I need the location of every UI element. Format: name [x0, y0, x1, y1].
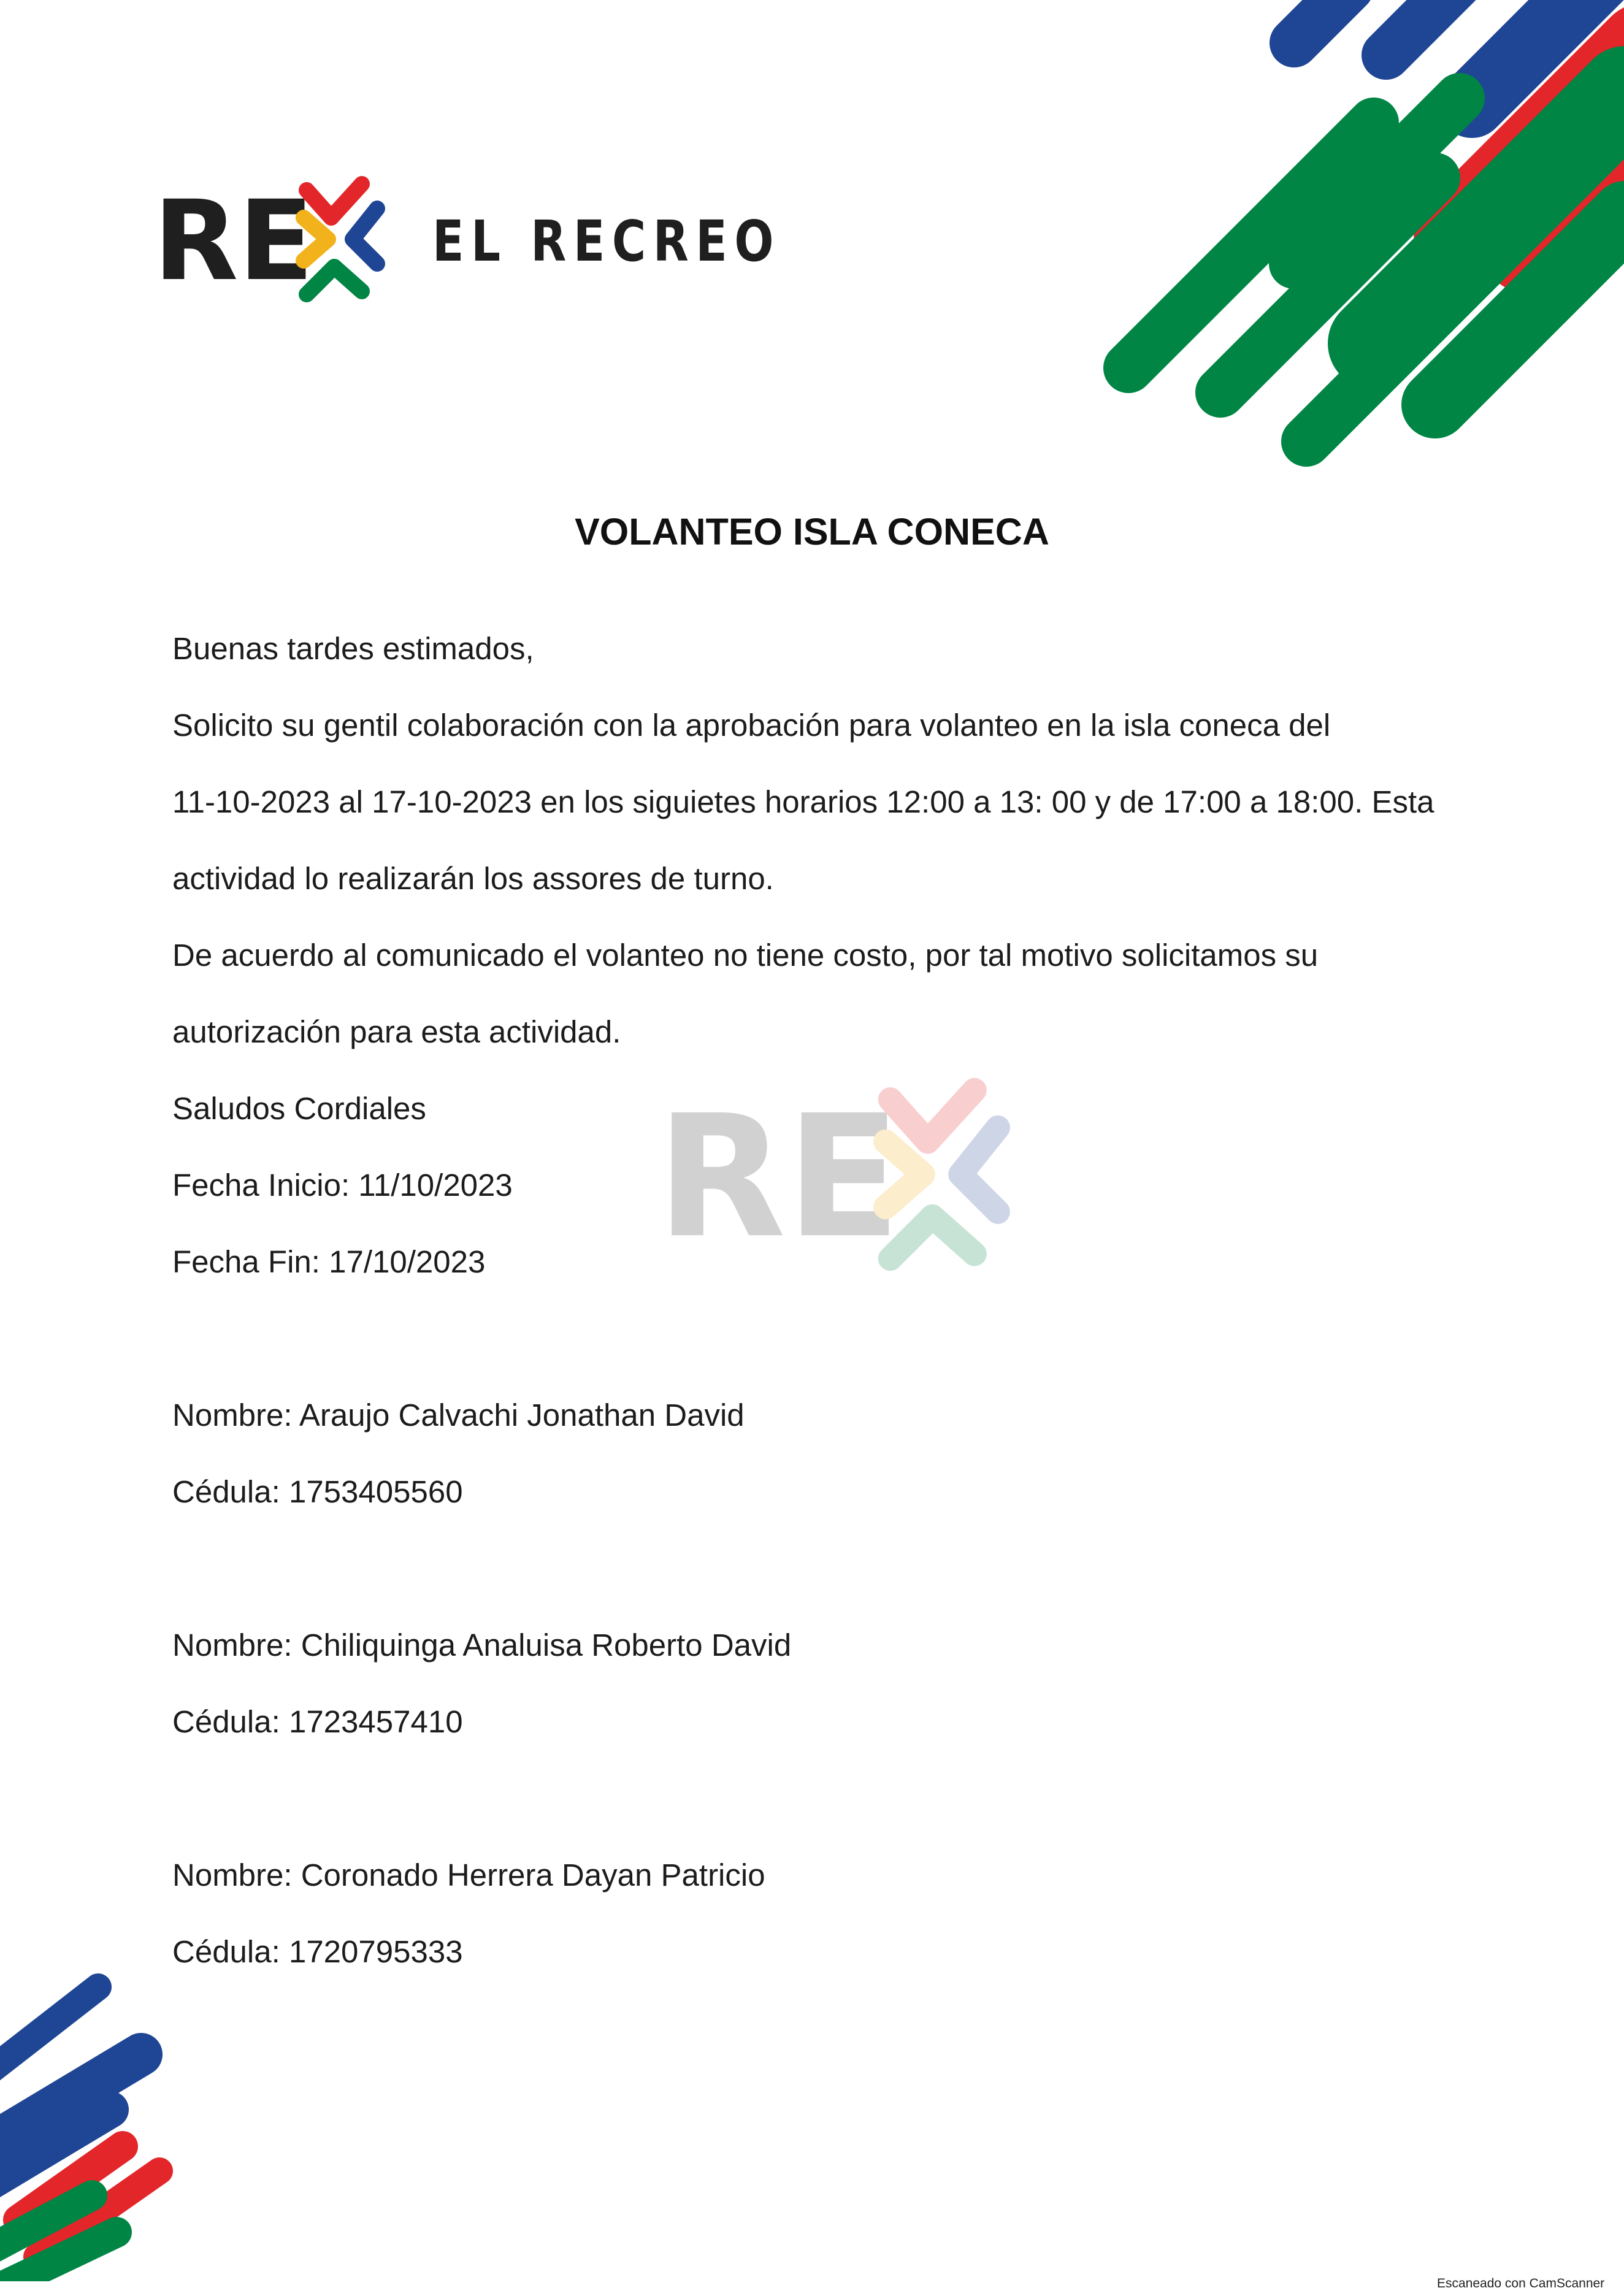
body-line-1: Solicito su gentil colaboración con la aprobación para volanteo en la isla coneca del [172, 708, 1331, 743]
body-line-3: actividad lo realizarán los assores de turno. [172, 861, 774, 896]
document-title: VOLANTEO ISLA CONECA [575, 511, 1049, 553]
body-line-2: 11-10-2023 al 17-10-2023 en los siguietes horarios 12:00 a 13: 00 y de 17:00 a 18:00. Esta [172, 784, 1434, 819]
greeting: Buenas tardes estimados, [172, 631, 534, 666]
person-1-id: Cédula: 1753405560 [172, 1474, 463, 1509]
rex-logo [153, 172, 386, 307]
end-date: Fecha Fin: 17/10/2023 [172, 1244, 486, 1279]
person-2-id: Cédula: 1723457410 [172, 1704, 463, 1739]
person-1-name: Nombre: Araujo Calvachi Jonathan David [172, 1398, 745, 1433]
start-date: Fecha Inicio: 11/10/2023 [172, 1168, 513, 1203]
brand-name: EL RECREO [432, 209, 781, 274]
closing: Saludos Cordiales [172, 1091, 426, 1126]
watermark-letters: RE [656, 1079, 902, 1276]
decorative-stripes-bottom [0, 1962, 184, 2281]
scanner-note: Escaneado con CamScanner [1437, 2276, 1605, 2290]
body-line-4: De acuerdo al comunicado el volanteo no tiene costo, por tal motivo solicitamos su [172, 938, 1319, 973]
person-3-name: Nombre: Coronado Herrera Dayan Patricio [172, 1858, 765, 1892]
rex-watermark [656, 1070, 1012, 1279]
decorative-stripes-top [1092, 0, 1624, 484]
body-line-5: autorización para esta actividad. [172, 1014, 621, 1049]
person-3-id: Cédula: 1720795333 [172, 1934, 463, 1969]
logo-letters: RE [153, 177, 314, 305]
person-2-name: Nombre: Chiliquinga Analuisa Roberto David [172, 1628, 792, 1663]
